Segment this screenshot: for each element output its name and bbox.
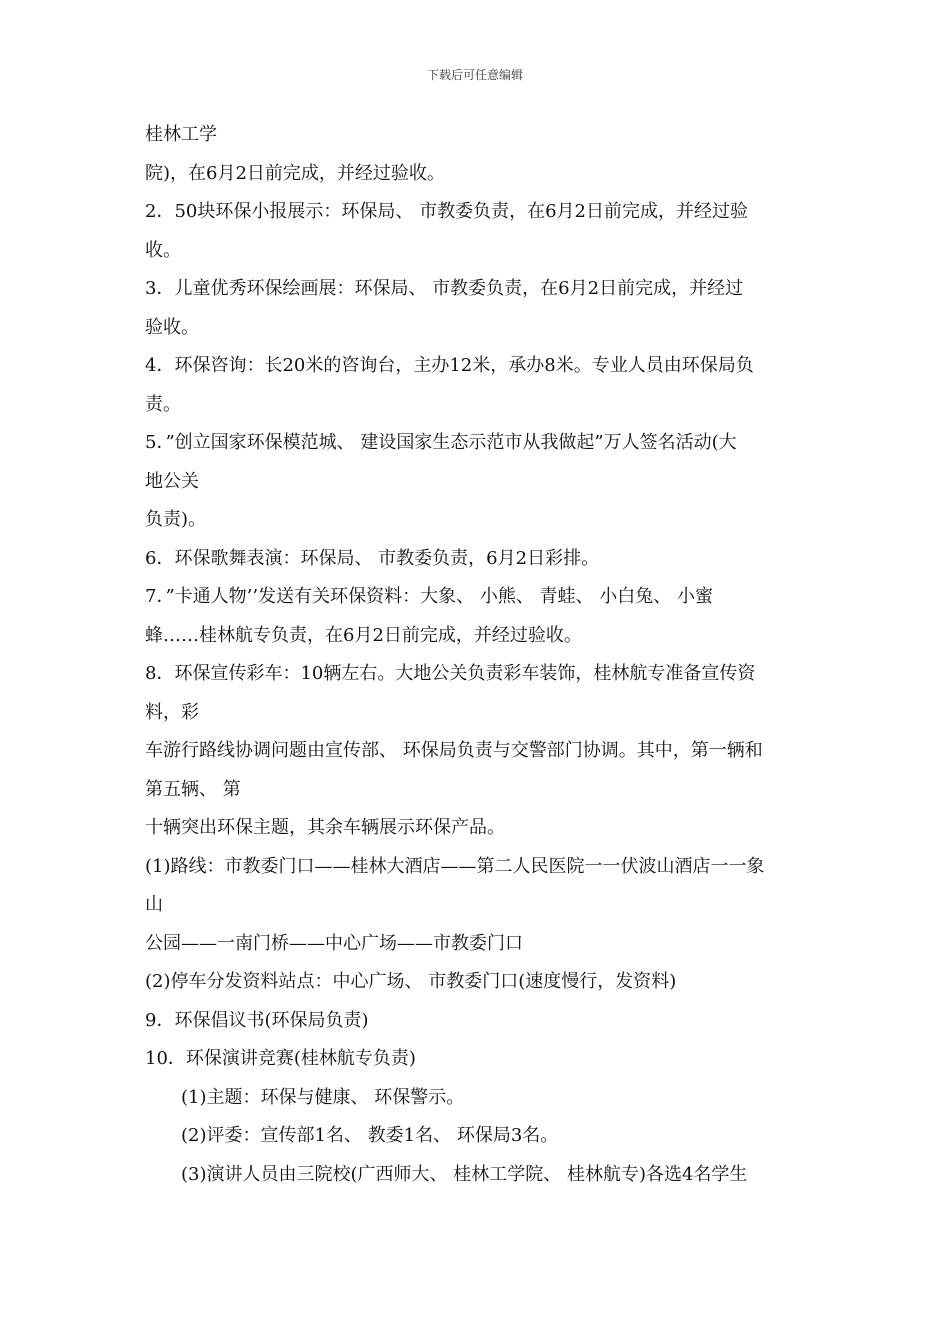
text-line: 收。: [145, 239, 181, 261]
text-line: 负责)。: [145, 509, 207, 530]
text-line: 责。: [145, 393, 181, 415]
text-line: 4．环保咨询：长20米的咨询台，主办12米，承办8米。专业人员由环保局负: [145, 355, 754, 376]
text-line: 验收。: [145, 316, 199, 338]
document-body: [145, 116, 815, 1194]
text-line: (1)主题：环保与健康、 环保警示。: [181, 1086, 465, 1108]
text-line: 蜂……桂林航专负责，在6月2日前完成，并经过验收。: [145, 624, 582, 646]
text-line: 9．环保倡议书(环保局负责): [145, 1009, 369, 1031]
text-line: 6．环保歌舞表演：环保局、 市教委负责，6月2日彩排。: [145, 547, 600, 569]
text-line: 第五辆、 第: [145, 778, 241, 800]
page-header: 下载后可任意编辑: [426, 68, 523, 82]
text-line: (3)演讲人员由三院校(广西师大、 桂林工学院、 桂林航专)各选4名学生: [181, 1163, 748, 1185]
text-line: 车游行路线协调问题由宣传部、 环保局负责与交警部门协调。其中，第一辆和: [145, 740, 763, 761]
text-line: 5．”创立国家环保模范城、 建设国家生态示范市从我做起”万人签名活动(大: [145, 432, 737, 453]
text-line: (1)路线：市教委门口——桂林大酒店——第二人民医院一一伏波山酒店一一象: [145, 855, 765, 877]
text-line: 院)，在6月2日前完成，并经过验收。: [145, 162, 445, 184]
text-line: 2．50块环保小报展示：环保局、 市教委负责，在6月2日前完成，并经过验: [145, 201, 748, 222]
text-line: 料，彩: [145, 701, 199, 723]
text-line: 公园——一南门桥——中心广场——市教委门口: [145, 932, 523, 954]
text-line: (2)评委：宣传部1名、 教委1名、 环保局3名。: [181, 1125, 559, 1146]
text-line: 十辆突出环保主题，其余车辆展示环保产品。: [145, 817, 505, 838]
text-line: (2)停车分发资料站点：中心广场、 市教委门口(速度慢行，发资料): [145, 971, 677, 992]
text-line: 10．环保演讲竞赛(桂林航专负责): [145, 1048, 416, 1069]
text-line: 地公关: [145, 470, 199, 492]
text-line: 桂林工学: [145, 124, 217, 145]
text-line: 3．儿童优秀环保绘画展：环保局、 市教委负责，在6月2日前完成，并经过: [145, 278, 744, 299]
text-line: 7．”卡通人物’’发送有关环保资料：大象、 小熊、 青蛙、 小白兔、 小蜜: [145, 586, 713, 607]
text-line: 山: [145, 894, 163, 915]
text-line: 8．环保宣传彩车：10辆左右。大地公关负责彩车装饰，桂林航专准备宣传资: [145, 663, 756, 684]
